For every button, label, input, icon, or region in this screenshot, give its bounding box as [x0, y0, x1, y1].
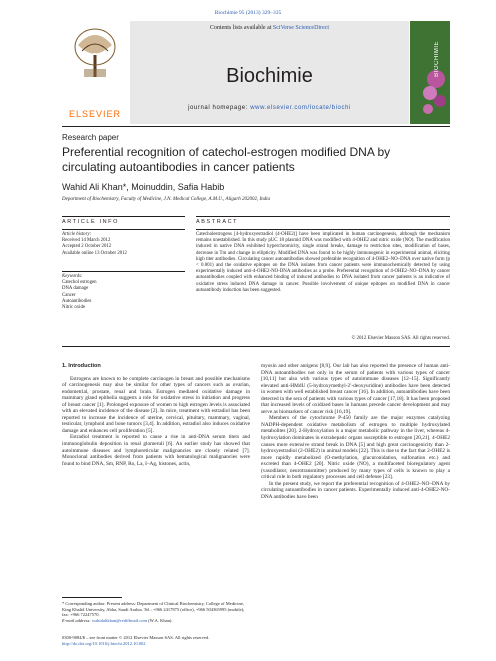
divider: [62, 346, 450, 347]
homepage-link[interactable]: www.elsevier.com/locate/biochi: [250, 105, 351, 111]
contents-line: [130, 25, 409, 31]
journal-cover-thumbnail[interactable]: [410, 21, 450, 124]
corresponding-author-note: * Corresponding author. Present address: Department of Clinical Biochemistry, College of Medicine, King Khalid University, Abha, Saudi Arabia. Tel.: +966 2417875 (office), +966 504365995 (mobile); fax: +966 72247570.: [62, 601, 245, 618]
history-accepted: Accepted 2 October 2012: [62, 244, 112, 250]
cover-label: BIOCHIMIE: [434, 41, 440, 77]
homepage-prefix: journal homepage:: [188, 105, 251, 111]
publisher-logo-text: ELSEVIER: [68, 109, 122, 119]
abstract-heading: ABSTRACT: [196, 219, 239, 225]
abstract-text: Catecholestrogens [4-hydroxyestradiol (4-OHE2)] have been implicated in human carcinogenesis, although the mechanism remains unestablished. In this study pUC 18 plasmid DNA was modified with 4-OHE2 and nitric oxide (NO). The modification induced in native DNA exhibited hyperchromicity, single strand breaks, damage to restriction sites, modification of bases, decrease in Tm and change in ellipticity. Modified DNA was found to be highly immunogenic in experimental animal, eliciting high titer antibodies. Circulating cancer autoantibodies showed preferable recognition of 4-OHE2–NO–DNA over native form (p < 0.001) and the oxidative epitopes on the DNA isolates from cancer patients were immunochemically detected by using experimentally induced anti-4-OHE2-NO-DNA antibodies as a probe. Preferential recognition of 4-OHE2–NO–DNA by cancer autoantibodies coupled with enhanced binding of induced antibodies to DNA isolated from cancer patients is an indicative of oxidative stress induced DNA damage in cancer. Possible involvement of unique epitopes on modified DNA in cancer autoantibody induction has been suggested.: [196, 232, 450, 293]
divider: [196, 216, 450, 217]
header-rule: [62, 126, 450, 127]
issn-line: 0300-9084/$ – see front matter © 2012 Elsevier Masson SAS. All rights reserved.: [62, 635, 210, 640]
contents-prefix: Contents lists available at: [209, 25, 273, 31]
email-suffix: (W.A. Khan).: [147, 617, 173, 623]
bottom-meta: [62, 635, 262, 646]
divider: [62, 271, 185, 272]
body-paragraph: In the present study, we report the preferential recognition of 4-OHE2–NO–DNA by circulating autoantibodies in cancer patients. Experimentally induced anti-4-OHE2-NO-DNA antibodies have been: [261, 480, 450, 500]
article-history: [62, 232, 185, 257]
email-line: [62, 618, 250, 624]
journal-reference[interactable]: Biochimie 95 (2013) 329–335: [214, 10, 282, 16]
doi-link[interactable]: http://dx.doi.org/10.1016/j.biochi.2012.10.002: [62, 640, 146, 646]
body-paragraph: Members of the cytochrome P-450 family are the major enzymes catalyzing NADPH-dependent oxidative metabolism of estrogen to multiple hydroxylated metabolites [20]. 2-Hydroxylation is a major metabolic pathway in the liver, whereas 4-hydroxylation dominates in extrahepatic organs susceptible to estrogen [20,21]. 4-OHE2 causes more extensive strand break in DNA [5] and high great carcinogenicity than 2-hydroxyestradiol (2-OHE2) in animal models [22]. This is due to the fact that 2-OHE2 is more rapidly metabolized (O-methylation, glucuronidation, sulfonation etc.) and excreted than 4-OHE2 [20]. Nitric oxide (NO), a multifaceted bioregulatory agent (vasodilator, neurotransmitter) produced by many types of cells is known to play a critical role in both regulatory processes and cell defense [23].: [261, 415, 450, 481]
history-received: Received 14 March 2012: [62, 238, 111, 244]
history-online: Available online 13 October 2012: [62, 250, 127, 256]
keyword: Nitric oxide: [62, 305, 86, 311]
footnote: [62, 601, 250, 623]
body-column-right: [261, 363, 450, 500]
keyword: Catechol estrogen: [62, 280, 97, 286]
keywords-label: Keywords:: [62, 274, 83, 279]
homepage-line: [130, 105, 409, 111]
keyword: Cancer: [62, 292, 76, 298]
journal-masthead: [130, 21, 409, 124]
elsevier-tree-icon: [70, 25, 120, 80]
divider: [196, 229, 450, 230]
abstract-copyright: © 2012 Elsevier Masson SAS. All rights reserved.: [351, 336, 450, 341]
author-list[interactable]: Wahid Ali Khan*, Moinuddin, Safia Habib: [62, 182, 225, 192]
history-label: Article history:: [62, 232, 92, 237]
body-column-left: [62, 363, 250, 467]
keyword: DNA damage: [62, 286, 89, 292]
email-link[interactable]: wahidalikhan@rediffmail.com: [91, 617, 148, 623]
keywords: [62, 274, 185, 311]
body-paragraph: Estradiol treatment is reported to cause a rise in anti-DNA serum titers and immunoglobulin deposition in renal glomeruli [6]. An earlier study has showed that autoimmune diseases and lymphoreticular malignancies are closely related [7]. Monoclonal antibodies derived from patients with hematological malignancies were found to bind DNA, Sm, RNP, Ro, La, I–Ag, histones, actin,: [62, 434, 250, 467]
email-label: E-mail address:: [62, 617, 92, 623]
divider: [62, 229, 185, 230]
article-info-heading: ARTICLE INFO: [62, 219, 119, 225]
article-title: Preferential recognition of catechol-estrogen modified DNA by circulating autoantibodies in cancer patients: [62, 145, 391, 174]
journal-title: Biochimie: [226, 65, 313, 87]
keyword: Autoantibodies: [62, 298, 92, 304]
section-heading-introduction: 1. Introduction: [62, 363, 101, 369]
elsevier-logo[interactable]: [62, 21, 128, 124]
sciencedirect-link[interactable]: SciVerse ScienceDirect: [272, 25, 330, 31]
affiliation: Department of Biochemistry, Faculty of Medicine, J.N. Medical College, A.M.U., Aligarh 202002, India: [62, 197, 271, 202]
cover-image-icon: [410, 21, 450, 124]
divider: [62, 216, 185, 217]
article-type: Research paper: [62, 133, 119, 142]
body-paragraph: Estrogens are known to be complete carcinogen in breast and possible mechanisms of carcinogenesis may also be similar for other types of cancers such as ovarian, endometrial, prostate, renal and brain. Estrogen mediated oxidative damage in mammary gland epithelia suggests a role for oxidative stress in initiation and progress of breast cancer [1]. Prolonged exposure of women to high estrogen levels is associated with an elevated incidence of the disease [2]. In mice, treatment with estradiol has been reported to increase the incidence of uterine, cervical, pituitary, mammary, vaginal, testicular, lymphoid and bone tumors [3,4]. In addition, estradiol also induces oxidative damage and enhances cell proliferation [5].: [62, 375, 250, 434]
footnote-rule: [62, 597, 122, 598]
body-paragraph: myosin and other antigens [8,9]. Our lab has also reported the presence of human anti-DNA autoantibodies not only in the serum of patients with various types of cancer [10,11] but also with various types of autoimmune diseases [12–15]. Significantly elevated anti-HMdU (5-hydroxymethyl-2′-deoxyuridine) antibodies have been detected in women with well established breast cancer [16]. In addition, autoantibodies have been detected in the sera of patients with various types of cancer [17,18]. It has been proposed that increased levels of oxidized bases in humans precede cancer development and may serve as biomarkers of cancer risk [16,19].: [261, 363, 450, 415]
